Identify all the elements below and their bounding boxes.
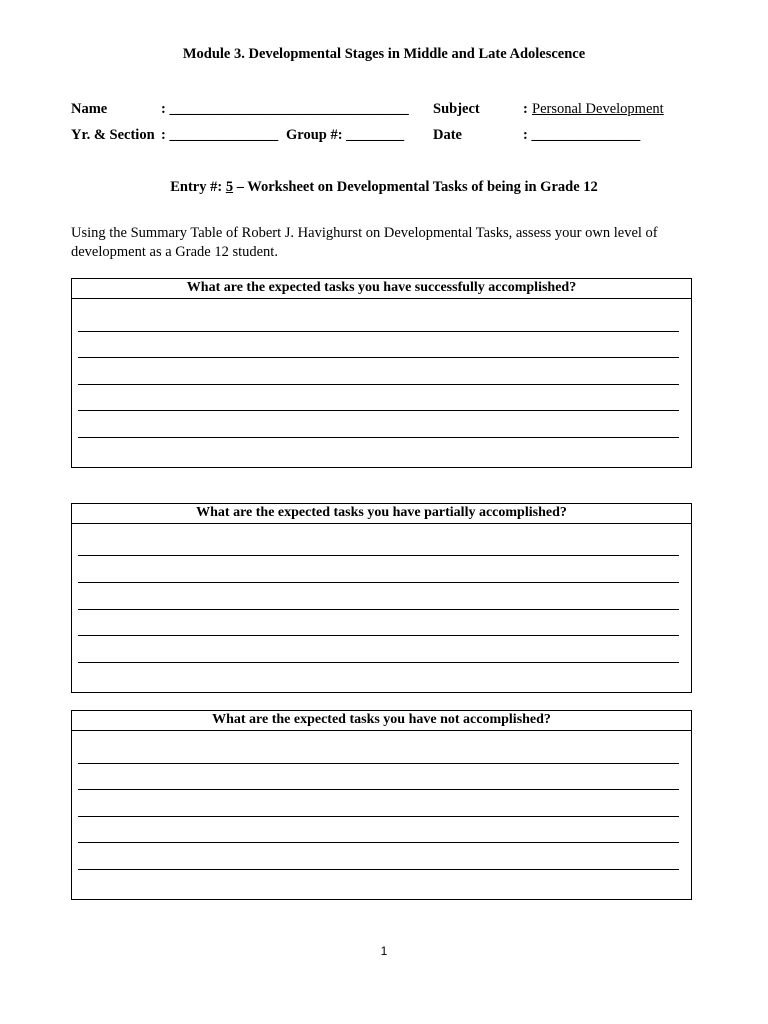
name-label: Name (71, 101, 108, 117)
section-label: Yr. & Section (71, 127, 155, 143)
info-row-name (71, 99, 691, 119)
task-box-question: What are the expected tasks you have not accomplished? (72, 711, 691, 731)
task-box-not-accomplished (71, 710, 692, 900)
date-blank[interactable]: : _______________ (523, 127, 641, 143)
answer-line[interactable] (78, 789, 679, 790)
answer-line[interactable] (78, 609, 679, 610)
answer-line[interactable] (78, 662, 679, 663)
answer-line[interactable] (78, 816, 679, 817)
section-blank[interactable]: : _______________ (161, 127, 279, 143)
answer-line[interactable] (78, 437, 679, 438)
answer-line[interactable] (78, 555, 679, 556)
answer-line[interactable] (78, 842, 679, 843)
entry-prefix: Entry #: (170, 179, 226, 195)
answer-line[interactable] (78, 410, 679, 411)
subject-value: Personal Development (532, 101, 664, 117)
task-box-partially (71, 503, 692, 693)
subject-colon: : (523, 101, 528, 117)
page-number: 1 (380, 944, 388, 958)
group-label[interactable]: Group #: ________ (286, 127, 405, 143)
answer-line[interactable] (78, 869, 679, 870)
task-box-question: What are the expected tasks you have successfully accomplished? (72, 279, 691, 299)
name-blank[interactable]: : _________________________________ (161, 101, 409, 117)
entry-title (0, 179, 768, 196)
date-label: Date (433, 127, 462, 143)
answer-line[interactable] (78, 357, 679, 358)
page-title: Module 3. Developmental Stages in Middle and Late Adolescence (182, 46, 586, 62)
answer-line[interactable] (78, 763, 679, 764)
subject-label: Subject (433, 101, 480, 117)
task-box-question: What are the expected tasks you have partially accomplished? (72, 504, 691, 524)
answer-line[interactable] (78, 635, 679, 636)
info-row-section (71, 125, 691, 145)
answer-line[interactable] (78, 384, 679, 385)
task-box-successfully (71, 278, 692, 468)
answer-line[interactable] (78, 331, 679, 332)
entry-number: 5 (225, 179, 234, 195)
answer-line[interactable] (78, 582, 679, 583)
entry-suffix: – Worksheet on Developmental Tasks of being in Grade 12 (233, 179, 598, 195)
instructions: Using the Summary Table of Robert J. Havighurst on Developmental Tasks, assess your own level of development as a Grade 12 student. (71, 225, 658, 260)
